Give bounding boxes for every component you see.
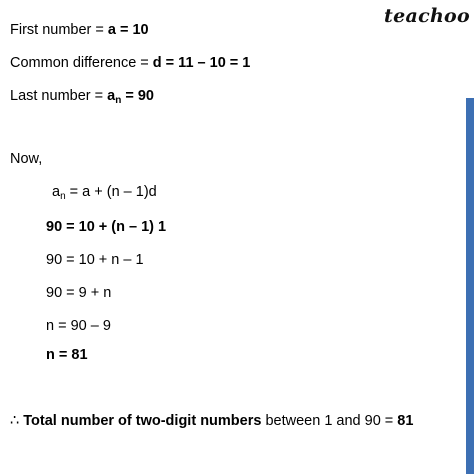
- conclusion-answer: 81: [397, 413, 414, 429]
- formula-var: a: [52, 184, 61, 200]
- conclusion-line: [10, 412, 413, 430]
- last-number-eq: = 90: [121, 88, 154, 104]
- result-line: n = 81: [46, 347, 88, 363]
- common-difference-value: d = 11 – 10 = 1: [152, 55, 251, 71]
- common-difference-line: [10, 54, 250, 72]
- last-number-sub: n: [115, 95, 122, 106]
- first-number-line: [10, 21, 149, 39]
- common-difference-label: Common difference =: [10, 55, 153, 71]
- first-number-label: First number =: [10, 22, 108, 38]
- conclusion-middle: between 1 and 90 =: [261, 413, 398, 429]
- formula-rest: = a + (n – 1)d: [65, 184, 157, 200]
- now-line: Now,: [10, 151, 43, 167]
- first-number-value: a = 10: [107, 22, 149, 38]
- therefore-symbol: ∴: [10, 413, 24, 429]
- teachoo-logo: teachoo: [384, 5, 471, 27]
- step-line-3: n = 90 – 9: [46, 318, 111, 334]
- formula-sub: n: [60, 191, 66, 202]
- last-number-var: a: [107, 88, 116, 104]
- step-line-1: 90 = 10 + n – 1: [46, 252, 144, 268]
- last-number-label: Last number =: [10, 88, 108, 104]
- conclusion-bold: Total number of two-digit numbers: [23, 413, 262, 429]
- substitution-line: 90 = 10 + (n – 1) 1: [46, 219, 167, 235]
- accent-bar: [466, 98, 474, 474]
- last-number-line: [10, 87, 154, 105]
- step-line-2: 90 = 9 + n: [46, 285, 112, 301]
- formula-line: [52, 183, 157, 201]
- last-number-value: [107, 88, 154, 104]
